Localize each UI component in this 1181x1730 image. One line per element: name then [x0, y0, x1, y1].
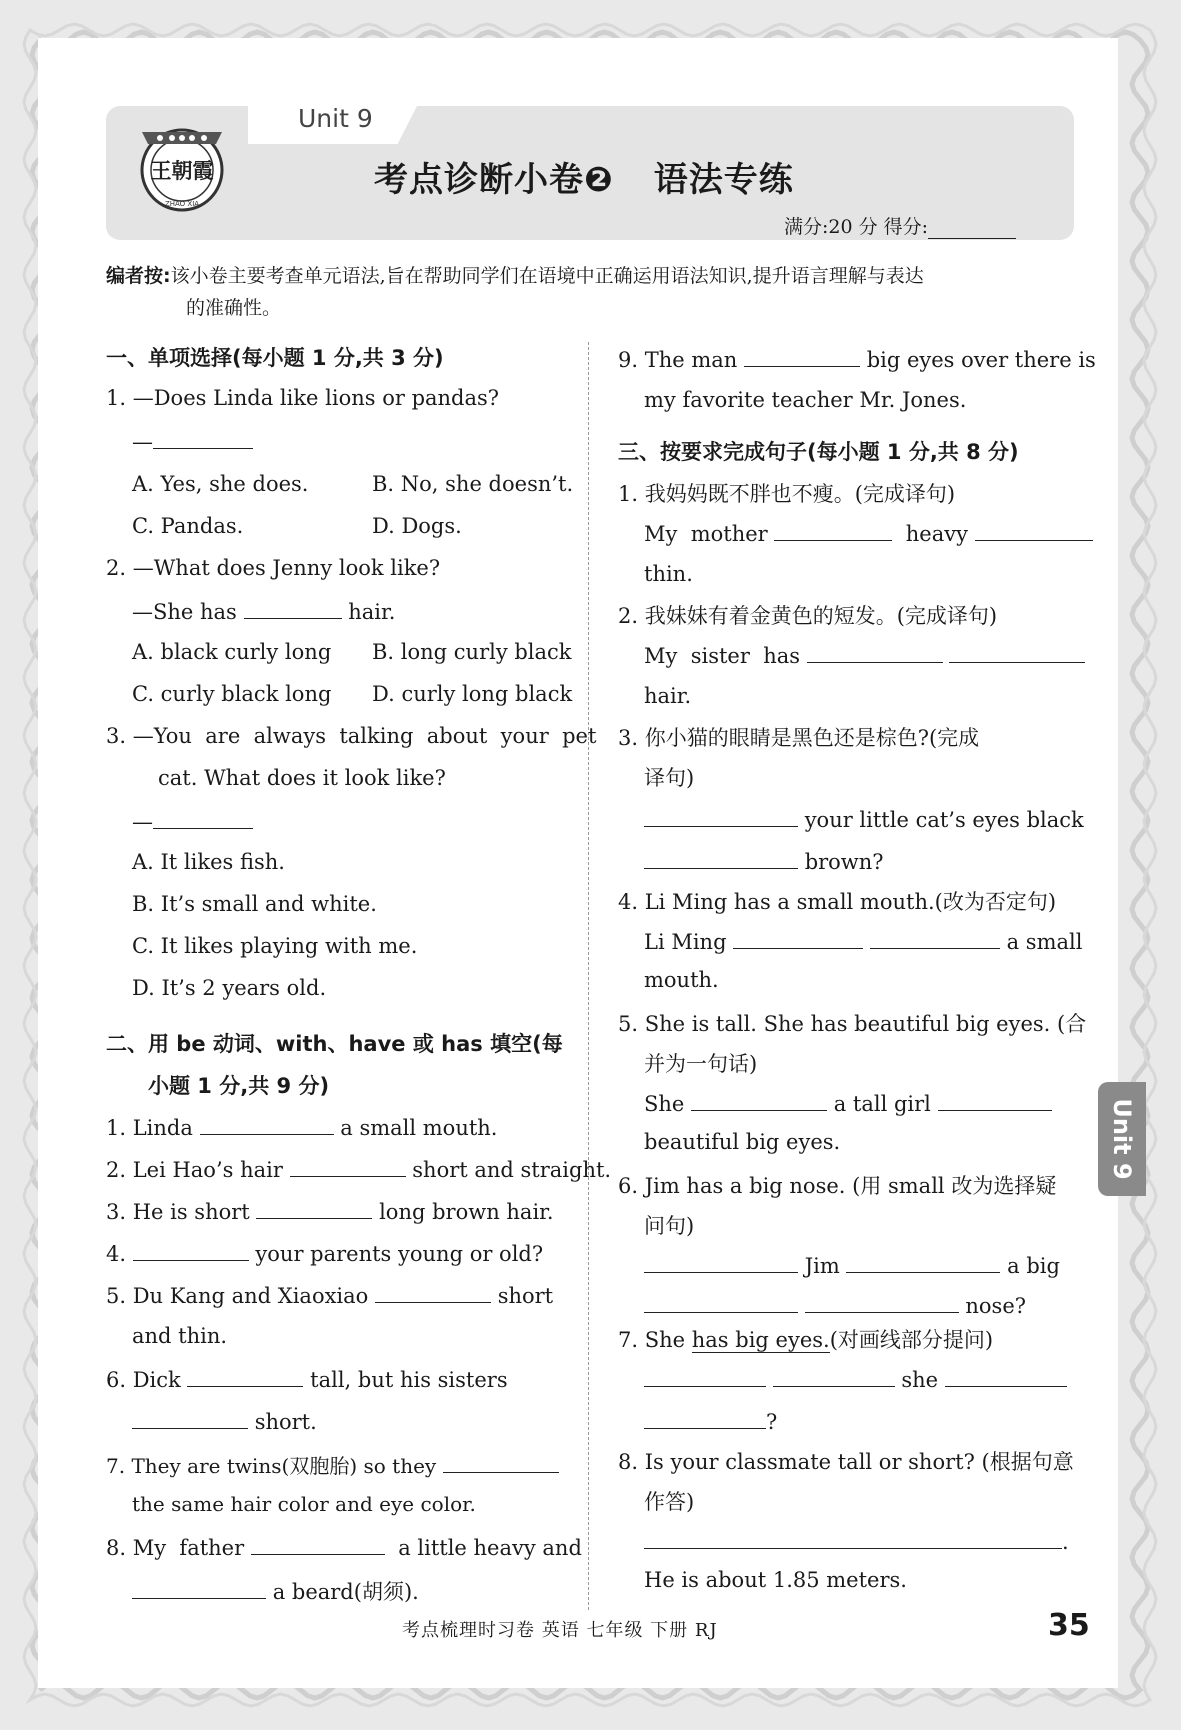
- sentence-3-cont: brown?: [644, 848, 884, 874]
- question-3-answer: —: [132, 808, 253, 834]
- answer-blank[interactable]: [644, 1292, 798, 1313]
- answer-blank[interactable]: [949, 642, 1085, 663]
- answer-blank[interactable]: [846, 1252, 1000, 1273]
- underlined-part: has big eyes.: [691, 1328, 830, 1352]
- sentence-7-prompt: 7. She has big eyes.(对画线部分提问): [618, 1328, 994, 1352]
- answer-blank[interactable]: [644, 1528, 1062, 1549]
- answer-blank[interactable]: [187, 1366, 303, 1387]
- fill-9-cont: my favorite teacher Mr. Jones.: [644, 388, 967, 412]
- section-1-heading: 一、单项选择(每小题 1 分,共 3 分): [106, 346, 444, 370]
- fill-6-cont: short.: [132, 1408, 317, 1434]
- quiz-title: 考点诊断小卷❷ 语法专练: [374, 160, 794, 200]
- sentence-2-answer: My sister has: [644, 642, 1085, 668]
- option-c: C. It likes playing with me.: [132, 934, 418, 958]
- option-b: B. long curly black: [372, 640, 572, 664]
- option-a: A. Yes, she does.: [132, 472, 309, 496]
- question-2-stem: 2. —What does Jenny look like?: [106, 556, 441, 580]
- answer-blank[interactable]: [290, 1156, 406, 1177]
- option-a: A. It likes fish.: [132, 850, 285, 874]
- answer-blank[interactable]: [153, 808, 253, 829]
- score-line: 满分:20 分 得分:: [784, 212, 1016, 239]
- sentence-6-cont: nose?: [644, 1292, 1026, 1318]
- question-2-answer: —She has hair.: [132, 600, 396, 624]
- fill-9: 9. The man big eyes over there is: [618, 348, 1096, 372]
- sentence-4-answer: Li Ming a small: [644, 930, 1083, 954]
- sentence-5-prompt-cont: 并为一句话): [644, 1052, 758, 1076]
- sentence-4-cont: mouth.: [644, 968, 719, 992]
- answer-blank[interactable]: [644, 1408, 766, 1429]
- answer-blank[interactable]: [975, 520, 1093, 541]
- fill-7: 7. They are twins(双胞胎) so they: [106, 1450, 559, 1479]
- answer-blank[interactable]: [153, 428, 253, 449]
- answer-blank[interactable]: [744, 346, 860, 367]
- sentence-3-answer: your little cat’s eyes black: [644, 806, 1084, 832]
- answer-blank[interactable]: [870, 928, 1000, 949]
- fill-7-cont: the same hair color and eye color.: [132, 1492, 476, 1516]
- answer-blank[interactable]: [256, 1198, 372, 1219]
- sentence-3-prompt: 3. 你小猫的眼睛是黑色还是棕色?(完成: [618, 726, 980, 750]
- sentence-8-answer: .: [644, 1528, 1069, 1554]
- column-divider: [588, 342, 589, 1610]
- score-blank[interactable]: [928, 220, 1016, 239]
- answer-blank[interactable]: [200, 1114, 334, 1135]
- fill-4: 4. your parents young or old?: [106, 1242, 544, 1266]
- answer-blank[interactable]: [733, 928, 863, 949]
- fill-2: 2. Lei Hao’s hair short and straight.: [106, 1158, 612, 1182]
- fill-5: 5. Du Kang and Xiaoxiao short: [106, 1284, 554, 1308]
- section-3-heading: 三、按要求完成句子(每小题 1 分,共 8 分): [618, 440, 1019, 464]
- answer-blank[interactable]: [133, 1240, 249, 1261]
- sentence-6-answer: Jim a big: [644, 1252, 1060, 1278]
- option-b: B. It’s small and white.: [132, 892, 377, 916]
- sentence-5-answer: She a tall girl: [644, 1090, 1052, 1116]
- unit-label: Unit 9: [298, 104, 373, 133]
- sentence-8-prompt: 8. Is your classmate tall or short? (根据句意: [618, 1450, 1074, 1474]
- option-b: B. No, she doesn’t.: [372, 472, 574, 496]
- answer-blank[interactable]: [773, 1366, 895, 1387]
- answer-blank[interactable]: [691, 1090, 827, 1111]
- sentence-1-cont: thin.: [644, 562, 693, 586]
- fill-3: 3. He is short long brown hair.: [106, 1200, 554, 1224]
- answer-blank[interactable]: [938, 1090, 1052, 1111]
- logo-arc-text: ZHAO XIA: [164, 200, 200, 208]
- footer-text: 考点梳理时习卷 英语 七年级 下册 RJ: [402, 1620, 718, 1641]
- page-number: 35: [1048, 1608, 1090, 1643]
- sentence-5-prompt: 5. She is tall. She has beautiful big eyes. (合: [618, 1012, 1087, 1036]
- option-c: C. Pandas.: [132, 514, 244, 538]
- question-1-stem: 1. —Does Linda like lions or pandas?: [106, 386, 500, 410]
- answer-blank[interactable]: [375, 1282, 491, 1303]
- option-a: A. black curly long: [132, 640, 332, 664]
- sentence-7-answer: she: [644, 1366, 1067, 1392]
- sentence-7-cont: ?: [644, 1408, 777, 1434]
- fill-1: 1. Linda a small mouth.: [106, 1116, 498, 1140]
- sentence-2-cont: hair.: [644, 684, 692, 708]
- option-d: D. It’s 2 years old.: [132, 976, 327, 1000]
- option-d: D. curly long black: [372, 682, 573, 706]
- sentence-2-prompt: 2. 我妹妹有着金黄色的短发。(完成译句): [618, 604, 998, 628]
- answer-blank[interactable]: [644, 1366, 766, 1387]
- option-c: C. curly black long: [132, 682, 332, 706]
- editor-label: 编者按:: [106, 265, 171, 287]
- answer-blank[interactable]: [644, 1252, 798, 1273]
- sentence-4-prompt: 4. Li Ming has a small mouth.(改为否定句): [618, 890, 1057, 914]
- answer-blank[interactable]: [443, 1452, 559, 1473]
- sentence-1-answer: My mother heavy: [644, 520, 1093, 546]
- section-2-heading-cont: 小题 1 分,共 9 分): [148, 1074, 330, 1098]
- section-2-heading: 二、用 be 动词、with、have 或 has 填空(每: [106, 1032, 563, 1056]
- question-3-stem-cont: cat. What does it look like?: [158, 766, 446, 790]
- answer-blank[interactable]: [132, 1578, 266, 1599]
- wangzhaoxia-logo: [130, 112, 234, 216]
- question-1-answer: —: [132, 428, 253, 454]
- sentence-6-prompt-cont: 问句): [644, 1214, 695, 1238]
- answer-blank[interactable]: [644, 806, 798, 827]
- answer-blank[interactable]: [251, 1534, 385, 1555]
- sentence-5-cont: beautiful big eyes.: [644, 1130, 841, 1154]
- answer-blank[interactable]: [805, 1292, 959, 1313]
- sentence-1-prompt: 1. 我妈妈既不胖也不瘦。(完成译句): [618, 482, 956, 506]
- sentence-8-reply: He is about 1.85 meters.: [644, 1568, 907, 1592]
- answer-blank[interactable]: [774, 520, 892, 541]
- answer-blank[interactable]: [807, 642, 943, 663]
- fill-5-cont: and thin.: [132, 1324, 228, 1348]
- editor-note: 编者按:该小卷主要考查单元语法,旨在帮助同学们在语境中正确运用语法知识,提升语言理解与表达 的准确性。: [106, 265, 924, 319]
- answer-blank[interactable]: [644, 848, 798, 869]
- sentence-3-prompt-cont: 译句): [644, 766, 695, 790]
- fill-8: 8. My father a little heavy and: [106, 1536, 582, 1560]
- answer-blank[interactable]: [244, 598, 342, 619]
- unit-side-tab: Unit 9: [1098, 1082, 1146, 1196]
- logo-text: 王朝霞: [150, 158, 214, 183]
- option-d: D. Dogs.: [372, 514, 462, 538]
- fill-6: 6. Dick tall, but his sisters: [106, 1368, 508, 1392]
- answer-blank[interactable]: [945, 1366, 1067, 1387]
- answer-blank[interactable]: [132, 1408, 248, 1429]
- sentence-8-prompt-cont: 作答): [644, 1490, 695, 1514]
- question-3-stem: 3. —You are always talking about your pet: [106, 724, 597, 748]
- fill-8-cont: a beard(胡须).: [132, 1576, 419, 1606]
- sentence-6-prompt: 6. Jim has a big nose. (用 small 改为选择疑: [618, 1174, 1057, 1198]
